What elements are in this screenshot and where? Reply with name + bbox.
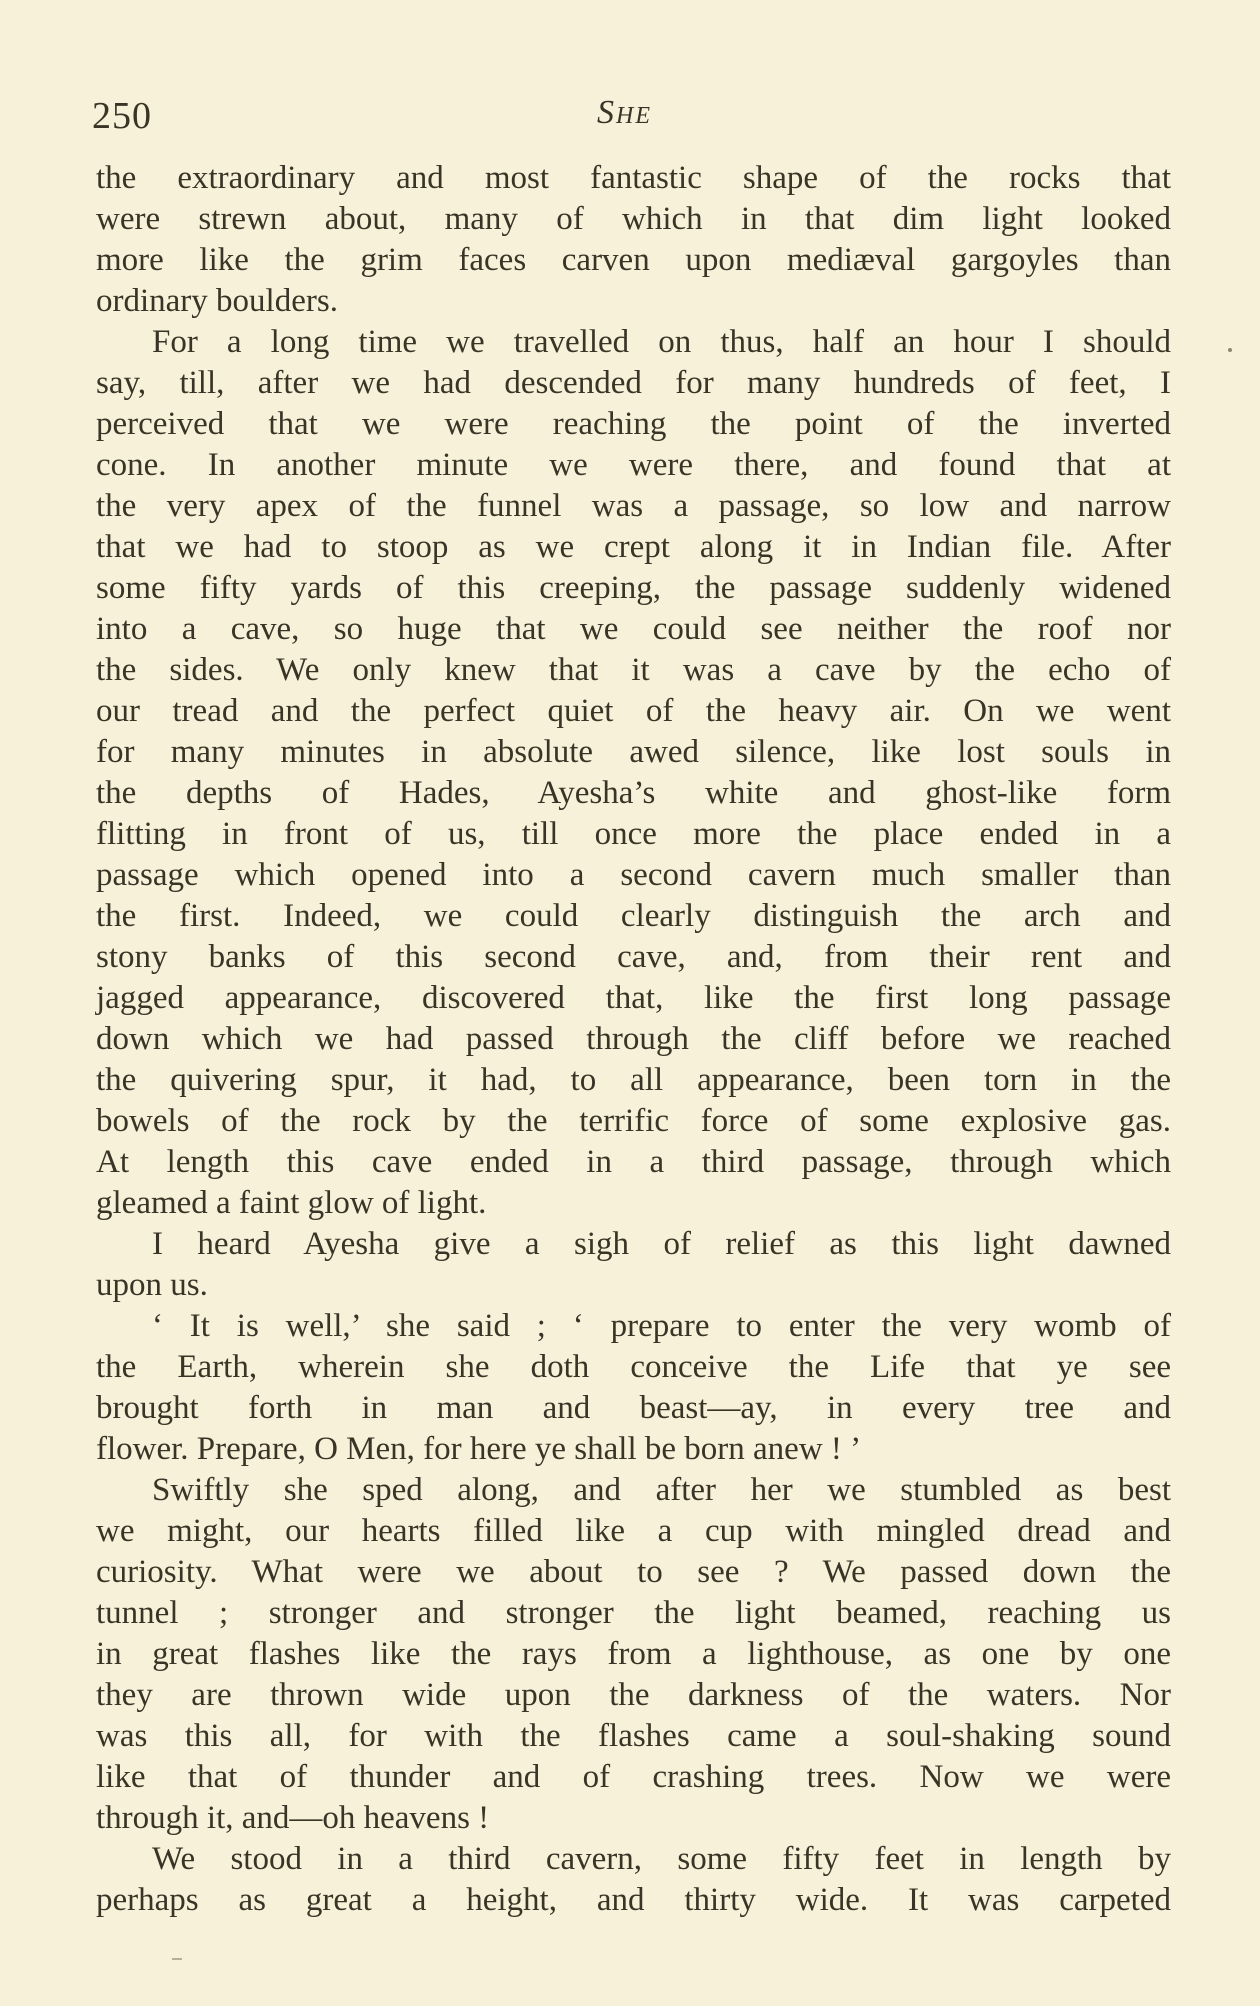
page-number: 250	[92, 95, 152, 137]
text-line: passage which opened into a second cavern much smaller than	[96, 857, 1171, 893]
text-line: like that of thunder and of crashing trees. Now we were	[96, 1759, 1171, 1795]
text-line: brought forth in man and beast—ay, in every tree and	[96, 1390, 1171, 1426]
text-line: for many minutes in absolute awed silence, like lost souls in	[96, 734, 1171, 770]
page-header	[92, 94, 1172, 144]
text-line: down which we had passed through the cliff before we reached	[96, 1021, 1171, 1057]
text-line: in great flashes like the rays from a lighthouse, as one by one	[96, 1636, 1171, 1672]
print-speck	[1228, 348, 1232, 352]
text-line: into a cave, so huge that we could see neither the roof nor	[96, 611, 1171, 647]
text-line: the very apex of the funnel was a passage, so low and narrow	[96, 488, 1171, 524]
body-text	[96, 158, 1171, 1921]
text-line: cone. In another minute we were there, and found that at	[96, 447, 1171, 483]
text-line: the Earth, wherein she doth conceive the Life that ye see	[96, 1349, 1171, 1385]
text-line: perhaps as great a height, and thirty wide. It was carpeted	[96, 1882, 1171, 1918]
text-line: ordinary boulders.	[96, 283, 338, 319]
text-line: was this all, for with the flashes came a soul-shaking sound	[96, 1718, 1171, 1754]
text-line: the quivering spur, it had, to all appearance, been torn in the	[96, 1062, 1171, 1098]
text-line: the sides. We only knew that it was a cave by the echo of	[96, 652, 1171, 688]
text-line: that we had to stoop as we crept along it in Indian file. After	[96, 529, 1171, 565]
text-line: jagged appearance, discovered that, like the first long passage	[96, 980, 1171, 1016]
print-mark	[172, 1958, 182, 1960]
text-line: I heard Ayesha give a sigh of relief as this light dawned	[152, 1226, 1171, 1262]
text-line: We stood in a third cavern, some fifty feet in length by	[152, 1841, 1171, 1877]
text-line: Swiftly she sped along, and after her we stumbled as best	[152, 1472, 1171, 1508]
text-line: our tread and the perfect quiet of the heavy air. On we went	[96, 693, 1171, 729]
text-line: flower. Prepare, O Men, for here ye shall be born anew ! ’	[96, 1431, 862, 1467]
text-line: were strewn about, many of which in that dim light looked	[96, 201, 1171, 237]
text-line: gleamed a faint glow of light.	[96, 1185, 487, 1221]
text-line: upon us.	[96, 1267, 208, 1303]
text-line: we might, our hearts filled like a cup with mingled dread and	[96, 1513, 1171, 1549]
text-line: ‘ It is well,’ she said ; ‘ prepare to enter the very womb of	[152, 1308, 1171, 1344]
text-line: the first. Indeed, we could clearly distinguish the arch and	[96, 898, 1171, 934]
text-line: say, till, after we had descended for many hundreds of feet, I	[96, 365, 1171, 401]
text-line: they are thrown wide upon the darkness of the waters. Nor	[96, 1677, 1171, 1713]
text-line: some fifty yards of this creeping, the passage suddenly widened	[96, 570, 1171, 606]
text-line: bowels of the rock by the terrific force of some explosive gas.	[96, 1103, 1171, 1139]
text-line: stony banks of this second cave, and, from their rent and	[96, 939, 1171, 975]
text-line: the extraordinary and most fantastic shape of the rocks that	[96, 160, 1171, 196]
text-line: For a long time we travelled on thus, half an hour I should	[152, 324, 1171, 360]
text-line: curiosity. What were we about to see ? We passed down the	[96, 1554, 1171, 1590]
text-line: more like the grim faces carven upon mediæval gargoyles than	[96, 242, 1171, 278]
text-line: At length this cave ended in a third passage, through which	[96, 1144, 1171, 1180]
text-line: flitting in front of us, till once more the place ended in a	[96, 816, 1171, 852]
text-line: perceived that we were reaching the point of the inverted	[96, 406, 1171, 442]
text-line: through it, and—oh heavens !	[96, 1800, 490, 1836]
text-line: tunnel ; stronger and stronger the light beamed, reaching us	[96, 1595, 1171, 1631]
running-title: She	[597, 94, 652, 131]
text-line: the depths of Hades, Ayesha’s white and ghost-like form	[96, 775, 1171, 811]
